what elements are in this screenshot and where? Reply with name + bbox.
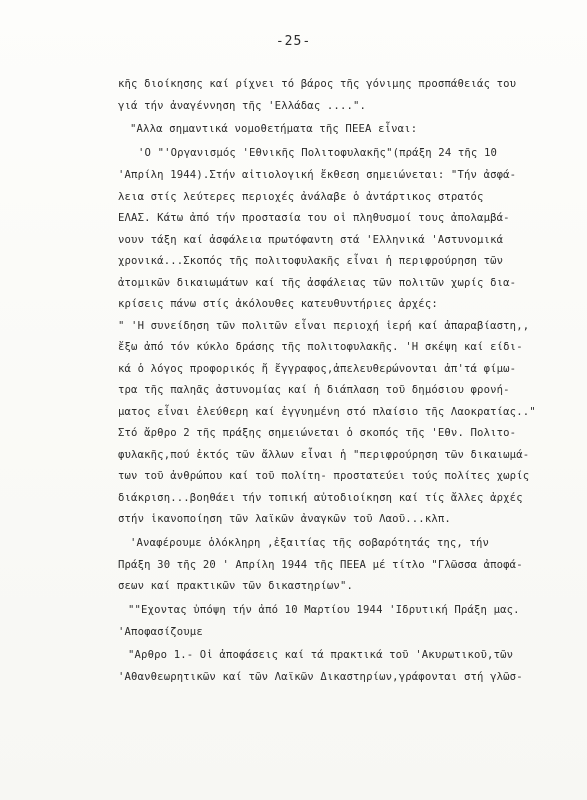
text-line: ""Εχοντας ὑπόψη τήν ἀπό 10 Μαρτίου 1944 'Ιδρυτική Πράξη μας. xyxy=(128,603,520,616)
text-line: λεια στίς λεύτερες περιοχές ἀνάλαβε ὁ ἀντάρτικος στρατός xyxy=(118,190,484,203)
text-line: ἀτομικῶν δικαιωμάτων καί τῆς ἀσφάλειας τῶν πολιτῶν χωρίς δια- xyxy=(118,276,517,289)
text-line: φυλακῆς,πού ἐκτός τῶν ἄλλων εἶναι ἡ "περιφρούρηση τῶν δικαιωμά- xyxy=(118,448,530,461)
typed-text-body xyxy=(118,74,566,689)
text-line: 'Αποφασίζουμε xyxy=(118,625,203,638)
text-line: ματος εἶναι ἐλεύθερη καί ἐγγυημένη στό πλαίσιο τῆς Λαοκρατίας.." xyxy=(118,405,536,418)
text-line: γιά τήν ἀναγέννηση τῆς 'Ελλάδας ....". xyxy=(118,99,367,112)
text-line: ἔξω ἀπό τόν κύκλο δράσης τῆς πολιτοφυλακῆς. 'Η σκέψη καί είδι- xyxy=(118,341,523,353)
text-line: Πράξη 30 τῆς 20 ' Απρίλη 1944 τῆς ΠΕΕΑ μέ τίτλο "Γλῶσσα ἀποφά- xyxy=(118,558,523,571)
text-line: 'Αναφέρουμε ὁλόκληρη ,ἐξαιτίας τῆς σοβαρότητάς της, τήν xyxy=(130,536,490,549)
text-line: ΕΛΑΣ. Κάτω ἀπό τήν προστασία του οἱ πληθυσμοί τους ἀπολαμβά- xyxy=(118,212,510,224)
page-number: -25- xyxy=(275,34,312,49)
text-line: των τοῦ ἀνθρώπου καί τοῦ πολίτη- προστατεύει τούς πολίτες χωρίς xyxy=(118,470,530,482)
text-line: διάκριση...βοηθάει τήν τοπική αὐτοδιοίκηση καί τίς ἄλλες ἀρχές xyxy=(118,491,523,504)
text-line: " 'Η συνείδηση τῶν πολιτῶν εἶναι περιοχή ἱερή καί ἀπαραβίαστη,, xyxy=(118,319,530,332)
text-line: χρονικά...Σκοπός τῆς πολιτοφυλακῆς εἶναι ἡ περιφρούρηση τῶν xyxy=(118,255,504,267)
text-line: νουν τάξη καί ἀσφάλεια πρωτόφαντη στά 'Ελληνικά 'Αστυνομικά xyxy=(118,233,504,246)
text-line: σεων καί πρακτικῶν τῶν δικαστηρίων". xyxy=(118,580,354,592)
text-line: 'Αθανθεωρητικῶν καί τῶν Λαϊκῶν Δικαστηρίων,γράφονται στή γλῶσ- xyxy=(118,671,523,683)
text-line: "Αρθρο 1.- Οἱ ἀποφάσεις καί τά πρακτικά τοῦ 'Ακυρωτικοῦ,τῶν xyxy=(128,649,514,661)
text-line: 'Απρίλη 1944).Στήν αἰτιολογική ἔκθεση σημειώνεται: "Τήν ἀσφά- xyxy=(118,169,517,181)
text-line: κά ὁ λόγος προφορικός ἤ ἔγγραφος,ἀπελευθερώνονται ἀπ'τά φίμω- xyxy=(118,362,517,375)
text-line: κρίσεις πάνω στίς ἀκόλουθες κατευθυντήριες ἀρχές: xyxy=(118,298,438,310)
text-line: στήν ἱκανοποίηση τῶν λαϊκῶν ἀναγκῶν τοῦ Λαοῦ...κλπ. xyxy=(118,513,451,525)
text-line: Στό ἄρθρο 2 τῆς πράξης σημειώνεται ὁ σκοπός τῆς 'Εθν. Πολιτο- xyxy=(118,427,517,439)
text-line: 'Ο "'Οργανισμός 'Εθνικῆς Πολιτοφυλακῆς"(πράξη 24 τῆς 10 xyxy=(138,147,498,159)
text-line: τρα τῆς παληᾶς ἀστυνομίας καί ἡ διάπλαση τοῦ δημόσιου φρονή- xyxy=(118,384,510,396)
text-line: "Αλλα σημαντικά νομοθετήματα τῆς ΠΕΕΑ εἶναι: xyxy=(130,123,418,135)
text-line: κῆς διοίκησης καί ρίχνει τό βάρος τῆς γόνιμης προσπάθειάς του xyxy=(118,78,517,90)
